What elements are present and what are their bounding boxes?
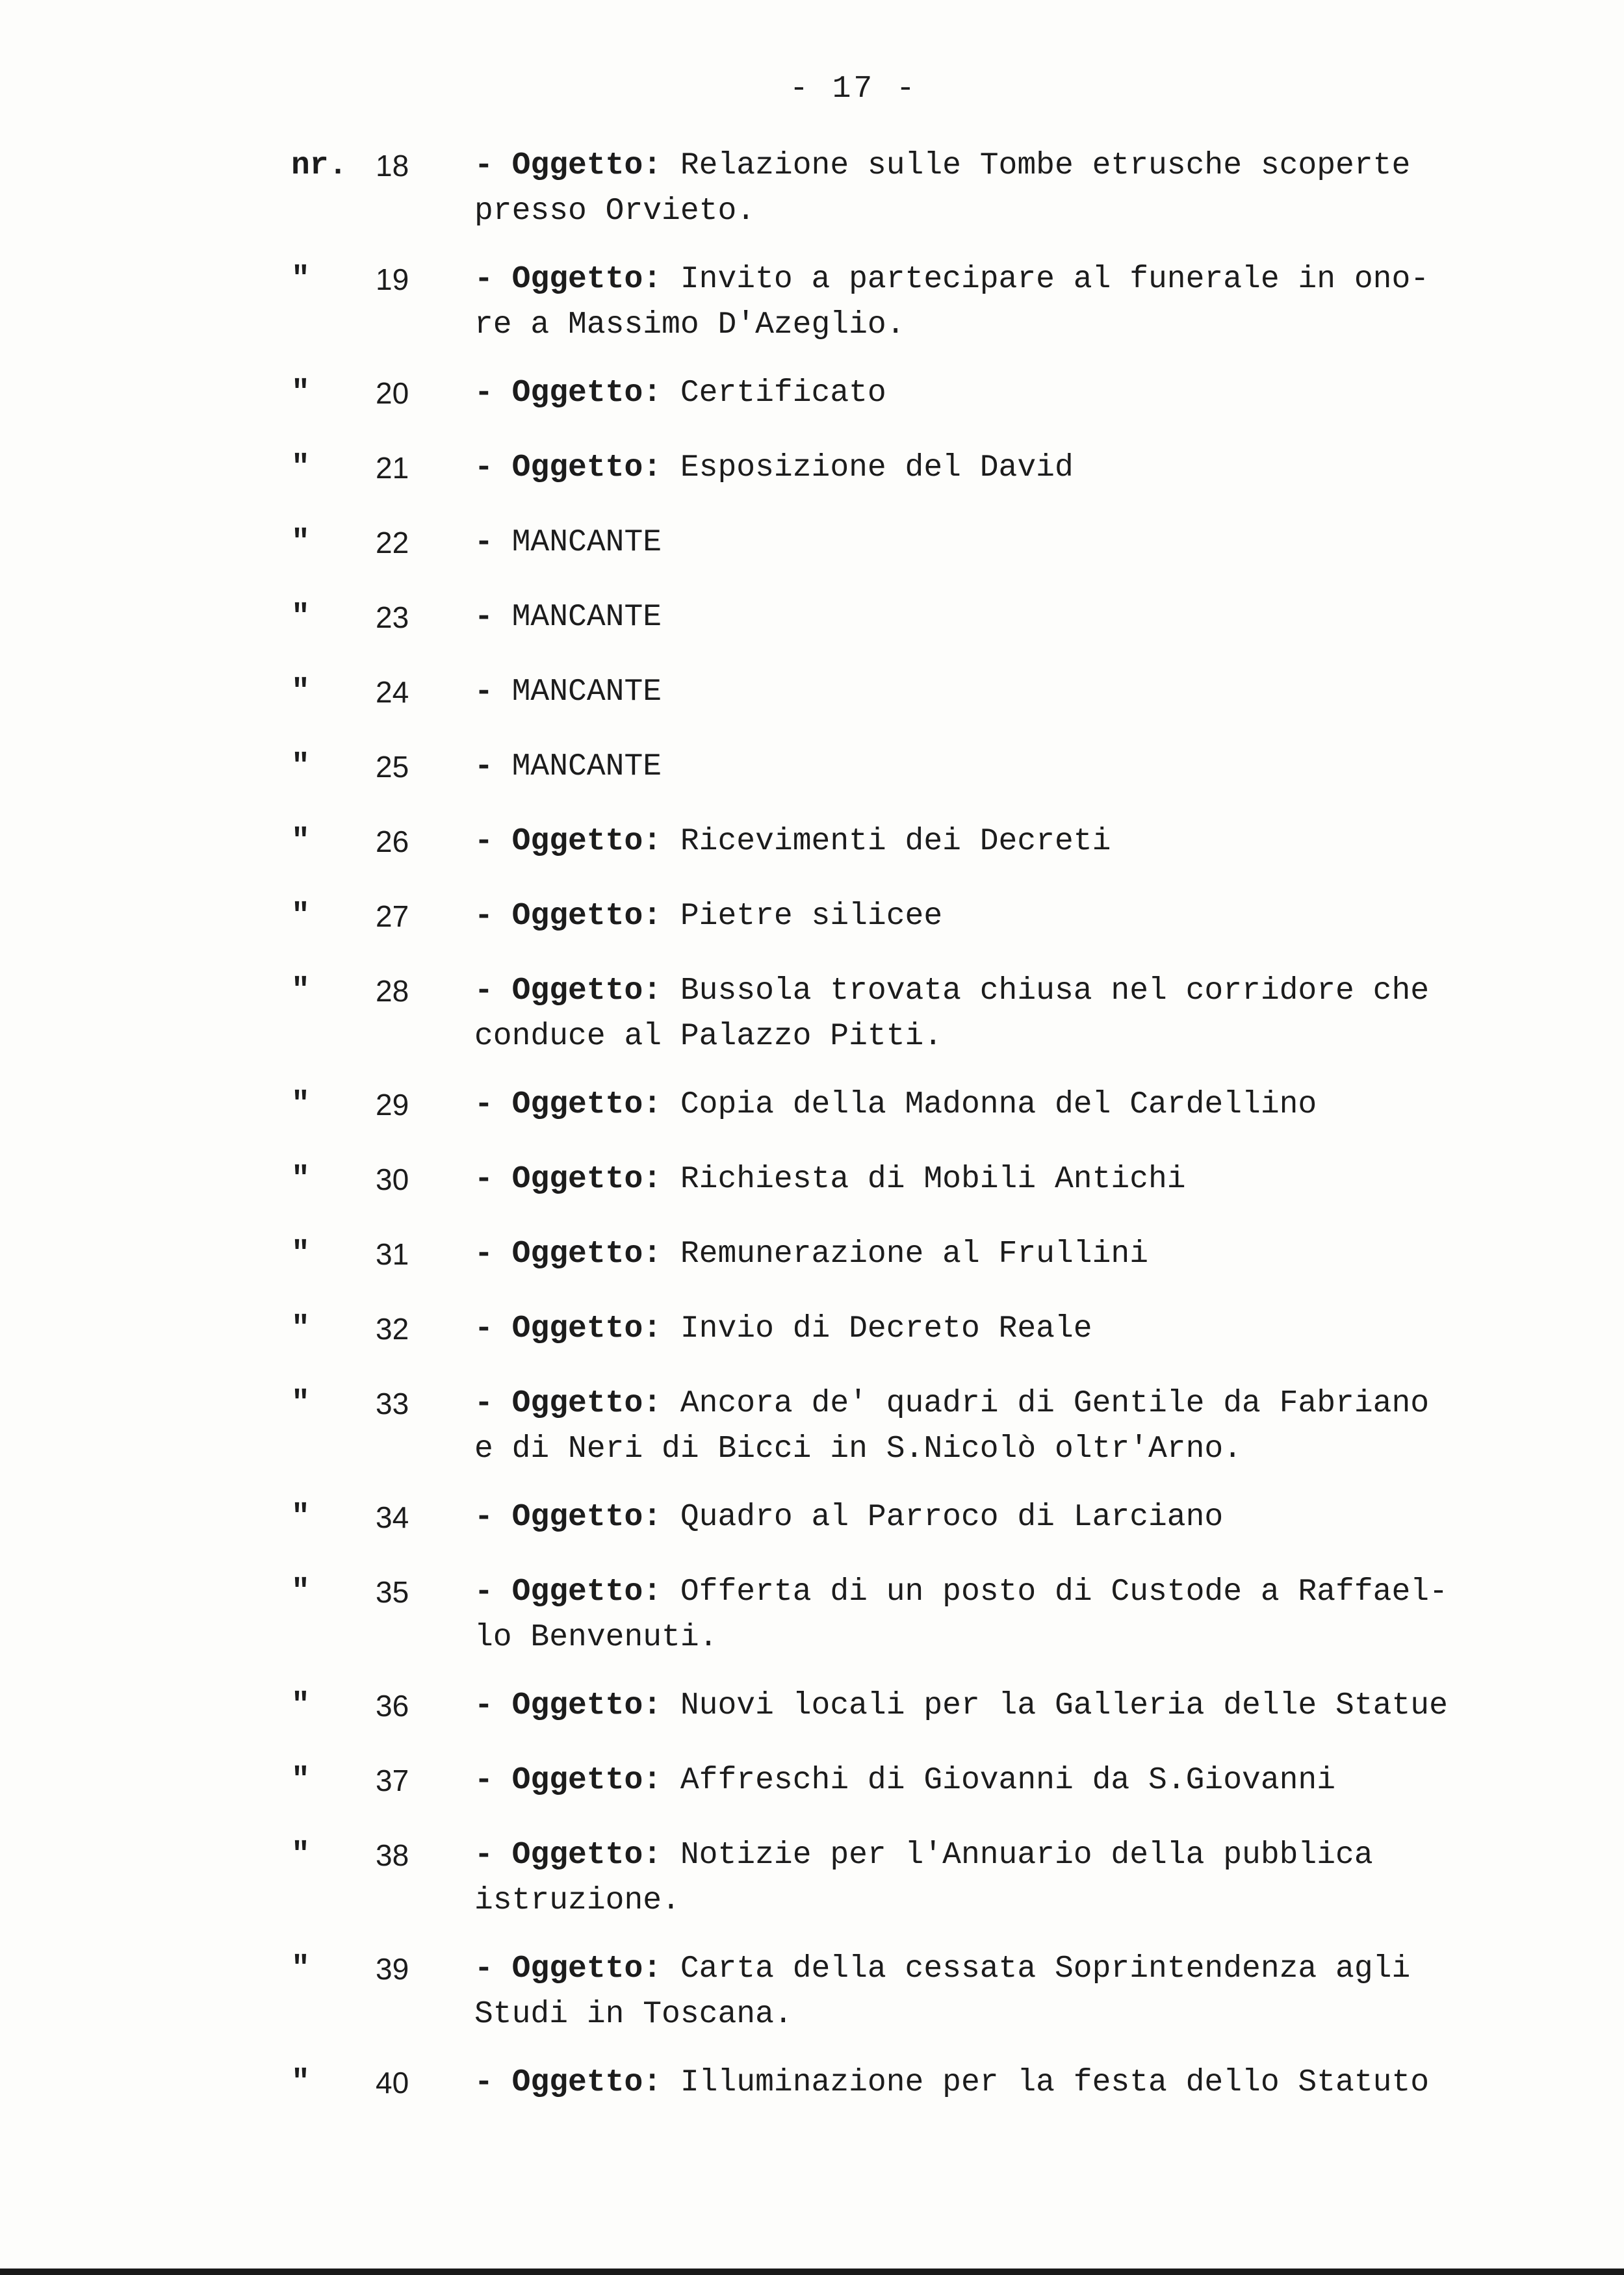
entry-number: 32 [376, 1312, 409, 1346]
entry-subject: Invio di Decreto Reale [680, 1311, 1092, 1346]
entry-line [474, 1992, 1521, 2037]
entry-mark: " [291, 899, 310, 934]
entry-mark: " [291, 1838, 310, 1873]
entry-dash: - [474, 1838, 493, 1873]
entry-line [474, 1014, 1521, 1059]
entry-dash: - [474, 1386, 493, 1421]
entry-dash: - [474, 450, 493, 485]
entry-number: 39 [376, 1952, 409, 1986]
entry-number: 21 [376, 451, 409, 485]
entry-subject: Carta della cessata Soprintendenza agli [680, 1951, 1411, 1986]
entry-number: 27 [376, 899, 409, 933]
entry-label: Oggetto: [511, 1500, 662, 1535]
entry-dash: - [474, 749, 493, 784]
entry-subject: Nuovi locali per la Galleria delle Statue [680, 1688, 1448, 1723]
entry-mark: " [291, 1951, 310, 1986]
entry-text [474, 257, 1521, 348]
page-number: - 17 - [790, 71, 918, 107]
entry-text [474, 819, 1521, 864]
entry-mark: " [291, 600, 310, 635]
entry-mark: " [291, 1311, 310, 1346]
entry-dash: - [474, 1951, 493, 1986]
entry-dash: - [474, 675, 493, 710]
entry-subject: Quadro al Parroco di Larciano [680, 1500, 1224, 1535]
entry-dash: - [474, 824, 493, 859]
entry-line [474, 968, 1521, 1014]
entry-text [474, 1157, 1521, 1202]
entry-dash: - [474, 2065, 493, 2100]
entry-line [474, 819, 1521, 864]
entry-subject: Richiesta di Mobili Antichi [680, 1162, 1186, 1197]
entry-line [474, 669, 1521, 715]
entry-label: Oggetto: [511, 824, 662, 859]
entry-text [474, 1495, 1521, 1540]
entry-line [474, 1381, 1521, 1426]
entry-line [474, 143, 1521, 188]
entry-subject: conduce al Palazzo Pitti. [474, 1019, 943, 1054]
entry-line [474, 2060, 1521, 2105]
entry-line [474, 1495, 1521, 1540]
entry-number: 34 [376, 1500, 409, 1534]
entry-text [474, 1758, 1521, 1803]
entry-subject: Esposizione del David [680, 450, 1074, 485]
entry-dash: - [474, 899, 493, 934]
entry-subject: Illuminazione per la festa dello Statuto [680, 2065, 1430, 2100]
entry-dash: - [474, 973, 493, 1009]
entry-dash: - [474, 376, 493, 411]
entry-number: 30 [376, 1163, 409, 1196]
entry-label: Oggetto: [511, 2065, 662, 2100]
entry-text [474, 445, 1521, 491]
entry-mark: " [291, 1237, 310, 1272]
entry-label: Oggetto: [511, 1386, 662, 1421]
entry-text [474, 669, 1521, 715]
entry-subject: Offerta di un posto di Custode a Raffael- [680, 1575, 1448, 1610]
entry-number: 38 [376, 1838, 409, 1872]
entry-mark: " [291, 973, 310, 1009]
entry-line [474, 1758, 1521, 1803]
entry-label: Oggetto: [511, 1162, 662, 1197]
entry-line [474, 1569, 1521, 1615]
entry-mark: " [291, 525, 310, 560]
entry-status: MANCANTE [511, 600, 662, 635]
entry-number: 29 [376, 1088, 409, 1122]
entry-number: 31 [376, 1237, 409, 1271]
entry-text [474, 1683, 1521, 1729]
entry-line [474, 445, 1521, 491]
entry-subject: Invito a partecipare al funerale in ono- [680, 262, 1430, 297]
entry-number: 25 [376, 750, 409, 784]
entry-status: MANCANTE [511, 525, 662, 560]
entry-label: Oggetto: [511, 1575, 662, 1610]
entry-line [474, 1615, 1521, 1660]
entry-text [474, 595, 1521, 640]
entry-dash: - [474, 1688, 493, 1723]
entry-text [474, 744, 1521, 790]
entry-subject: lo Benvenuti. [474, 1620, 718, 1655]
entry-line [474, 188, 1521, 234]
entry-text [474, 1381, 1521, 1472]
entry-label: Oggetto: [511, 1763, 662, 1798]
entry-number: 19 [376, 263, 409, 296]
entry-mark: " [291, 1575, 310, 1610]
entry-number: 33 [376, 1387, 409, 1420]
entry-line [474, 520, 1521, 565]
entry-mark: " [291, 675, 310, 710]
entry-subject: Copia della Madonna del Cardellino [680, 1087, 1317, 1122]
entry-mark: " [291, 824, 310, 859]
entry-label: Oggetto: [511, 1237, 662, 1272]
entry-mark: " [291, 1763, 310, 1798]
entry-label: Oggetto: [511, 973, 662, 1009]
entry-line [474, 1683, 1521, 1729]
entry-text [474, 1082, 1521, 1127]
entry-number: 20 [376, 376, 409, 410]
entry-subject: re a Massimo D'Azeglio. [474, 307, 905, 342]
entry-number: 35 [376, 1575, 409, 1609]
entry-line [474, 744, 1521, 790]
entry-label: Oggetto: [511, 1951, 662, 1986]
entry-text [474, 520, 1521, 565]
entry-line [474, 1231, 1521, 1277]
entry-subject: Notizie per l'Annuario della pubblica [680, 1838, 1373, 1873]
entry-subject: Ancora de' quadri di Gentile da Fabriano [680, 1386, 1430, 1421]
entry-mark: " [291, 262, 310, 297]
entry-number: 28 [376, 974, 409, 1008]
entry-dash: - [474, 1311, 493, 1346]
entry-label: Oggetto: [511, 1838, 662, 1873]
entry-mark: " [291, 450, 310, 485]
entry-number: 40 [376, 2066, 409, 2100]
entry-number: 23 [376, 600, 409, 634]
entry-mark: " [291, 1688, 310, 1723]
entry-dash: - [474, 1237, 493, 1272]
entry-line [474, 1878, 1521, 1923]
entry-label: Oggetto: [511, 1311, 662, 1346]
entry-mark: " [291, 1087, 310, 1122]
entry-mark: " [291, 376, 310, 411]
entry-mark: " [291, 749, 310, 784]
entry-text [474, 1832, 1521, 1923]
entry-dash: - [474, 1087, 493, 1122]
entry-text [474, 968, 1521, 1059]
entry-mark: nr. [291, 148, 348, 183]
entry-line [474, 1157, 1521, 1202]
entry-dash: - [474, 148, 493, 183]
entry-text [474, 1231, 1521, 1277]
entry-label: Oggetto: [511, 148, 662, 183]
entry-mark: " [291, 1386, 310, 1421]
entry-dash: - [474, 1162, 493, 1197]
entry-label: Oggetto: [511, 899, 662, 934]
entry-subject: Ricevimenti dei Decreti [680, 824, 1111, 859]
scan-edge [0, 2269, 1624, 2275]
entry-number: 22 [376, 526, 409, 559]
entry-dash: - [474, 1575, 493, 1610]
entry-dash: - [474, 1500, 493, 1535]
entry-line [474, 257, 1521, 302]
entry-line [474, 893, 1521, 939]
entry-dash: - [474, 1763, 493, 1798]
entry-mark: " [291, 1500, 310, 1535]
entry-status: MANCANTE [511, 675, 662, 710]
entry-text [474, 893, 1521, 939]
entry-dash: - [474, 262, 493, 297]
entry-line [474, 1082, 1521, 1127]
entry-number: 24 [376, 675, 409, 709]
entry-subject: Affreschi di Giovanni da S.Giovanni [680, 1763, 1336, 1798]
entry-label: Oggetto: [511, 376, 662, 411]
entry-subject: Studi in Toscana. [474, 1997, 793, 2032]
entry-line [474, 595, 1521, 640]
entry-label: Oggetto: [511, 262, 662, 297]
entry-text [474, 143, 1521, 234]
entry-subject: Relazione sulle Tombe etrusche scoperte [680, 148, 1411, 183]
entry-mark: " [291, 1162, 310, 1197]
entry-number: 37 [376, 1764, 409, 1797]
entry-line [474, 1306, 1521, 1352]
entry-mark: " [291, 2065, 310, 2100]
entry-line [474, 1426, 1521, 1472]
entry-label: Oggetto: [511, 1087, 662, 1122]
entry-dash: - [474, 600, 493, 635]
entry-label: Oggetto: [511, 1688, 662, 1723]
entry-number: 18 [376, 149, 409, 183]
entry-line [474, 1832, 1521, 1878]
entry-subject: Pietre silicee [680, 899, 943, 934]
entry-status: MANCANTE [511, 749, 662, 784]
entry-text [474, 370, 1521, 416]
entry-line [474, 302, 1521, 348]
entry-number: 26 [376, 825, 409, 858]
entry-subject: e di Neri di Bicci in S.Nicolò oltr'Arno. [474, 1432, 1242, 1467]
entry-label: Oggetto: [511, 450, 662, 485]
entry-number: 36 [376, 1689, 409, 1723]
entry-line [474, 1946, 1521, 1992]
entry-text [474, 2060, 1521, 2105]
entry-subject: Certificato [680, 376, 886, 411]
entry-dash: - [474, 525, 493, 560]
entry-line [474, 370, 1521, 416]
entry-subject: istruzione. [474, 1883, 680, 1918]
entry-text [474, 1569, 1521, 1660]
entry-subject: presso Orvieto. [474, 194, 756, 229]
entry-text [474, 1306, 1521, 1352]
entry-subject: Remunerazione al Frullini [680, 1237, 1148, 1272]
entry-text [474, 1946, 1521, 2037]
entry-subject: Bussola trovata chiusa nel corridore che [680, 973, 1430, 1009]
